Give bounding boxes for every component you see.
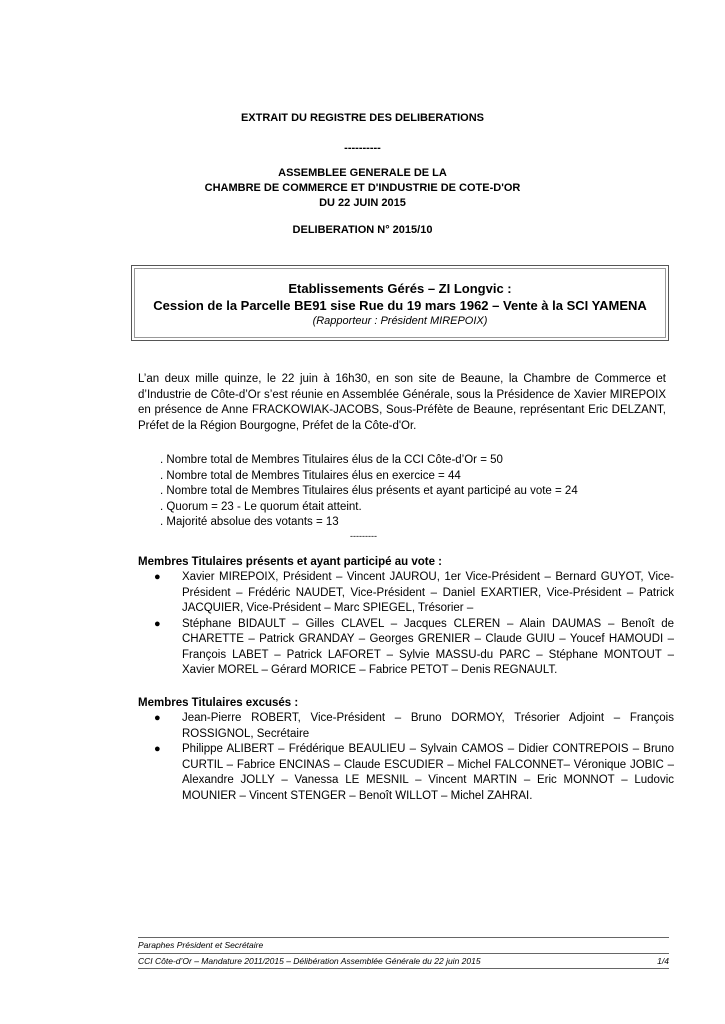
stat-line: . Nombre total de Membres Titulaires élus de la CCI Côte-d’Or = 50 bbox=[160, 454, 503, 466]
register-title: EXTRAIT DU REGISTRE DES DELIBERATIONS bbox=[240, 112, 485, 124]
subject-box bbox=[131, 265, 669, 341]
present-list bbox=[138, 570, 674, 679]
stat-line: . Quorum = 23 - Le quorum était atteint. bbox=[160, 500, 362, 513]
list-item bbox=[138, 742, 674, 804]
bullet-icon: ● bbox=[154, 571, 161, 583]
stat-line: . Majorité absolue des votants = 13 bbox=[160, 516, 339, 528]
list-item bbox=[138, 617, 674, 679]
list-item bbox=[138, 570, 674, 617]
list-item-text: Stéphane BIDAULT – Gilles CLAVEL – Jacques CLEREN – Alain DAUMAS – Benoît de CHARETTE – Patrick GRANDAY – Georges GRENIER – Claude GUIU – Youcef HAMOUDI – François LABET – Patrick LAFORET – Sylvie MASSU-du PARC – Stéphane MONTOUT – Xavier MOREL – Gérard MORICE – Fabrice PETOT – Denis REGNAULT. bbox=[182, 617, 674, 676]
page-number: 1/4 bbox=[657, 956, 669, 966]
footer-reference: CCI Côte-d’Or – Mandature 2011/2015 – Délibération Assemblée Générale du 22 juin 2015 bbox=[138, 956, 481, 966]
assembly-line-1: ASSEMBLEE GENERALE DE LA bbox=[278, 167, 447, 179]
present-heading: Membres Titulaires présents et ayant participé au vote : bbox=[138, 556, 443, 568]
stat-line: . Nombre total de Membres Titulaires élus en exercice = 44 bbox=[160, 469, 461, 482]
bullet-icon: ● bbox=[154, 712, 161, 724]
footer-initials: Paraphes Président et Secrétaire bbox=[138, 940, 264, 950]
stat-line: . Nombre total de Membres Titulaires élus présents et ayant participé au vote = 24 bbox=[160, 485, 578, 497]
separator: --------- bbox=[350, 531, 377, 541]
assembly-line-2: CHAMBRE DE COMMERCE ET D'INDUSTRIE DE COTE-D'OR bbox=[204, 182, 521, 194]
subject-line-1: Etablissements Gérés – ZI Longvic : bbox=[288, 281, 512, 296]
footer-reference-row bbox=[138, 956, 669, 966]
vote-statistics bbox=[160, 453, 640, 531]
bullet-icon: ● bbox=[154, 743, 161, 755]
header-dashes: ---------- bbox=[344, 142, 381, 154]
footer-divider bbox=[138, 937, 669, 938]
subject-line-2: Cession de la Parcelle BE91 sise Rue du 19 mars 1962 – Vente à la SCI YAMENA bbox=[153, 298, 647, 313]
footer-divider bbox=[138, 968, 669, 969]
intro-paragraph: L’an deux mille quinze, le 22 juin à 16h30, en son site de Beaune, la Chambre de Commerce et d’Industrie de Côte-d’Or s’est réunie en Assemblée Générale, sous la Présidence de Xavier MIREPOIX en présence de Anne FRACKOWIAK-JACOBS, Sous-Préfète de Beaune, représentant Eric DELZANT, Préfet de la Région Bourgogne, Préfet de la Côte-d'Or. bbox=[138, 373, 666, 432]
list-item-text: Philippe ALIBERT – Frédérique BEAULIEU – Sylvain CAMOS – Didier CONTREPOIS – Bruno CURTIL – Fabrice ENCINAS – Claude ESCUDIER – Michel FALCONNET– Véronique JOBIC – Alexandre JOLLY – Vanessa LE MESNIL – Vincent MARTIN – Eric MONNOT – Ludovic MOUNIER – Vincent STENGER – Benoît WILLOT – Michel ZAHRAI. bbox=[182, 743, 674, 802]
list-item-text: Xavier MIREPOIX, Président – Vincent JAUROU, 1er Vice-Président – Bernard GUYOT, Vice-Président – Frédéric NAUDET, Vice-Président – Daniel EXARTIER, Vice-Président – Patrick JACQUIER, Vice-Président – Marc SPIEGEL, Trésorier – bbox=[182, 571, 674, 614]
assembly-date: DU 22 JUIN 2015 bbox=[319, 197, 406, 209]
list-item-text: Jean-Pierre ROBERT, Vice-Président – Bruno DORMOY, Trésorier Adjoint – François ROSSIGNOL, Secrétaire bbox=[182, 712, 674, 740]
rapporteur: (Rapporteur : Président MIREPOIX) bbox=[312, 315, 488, 327]
deliberation-number: DELIBERATION N° 2015/10 bbox=[292, 224, 433, 236]
excused-list bbox=[138, 711, 674, 804]
excused-heading: Membres Titulaires excusés : bbox=[138, 697, 299, 709]
footer-divider bbox=[138, 953, 669, 954]
bullet-icon: ● bbox=[154, 617, 161, 630]
list-item bbox=[138, 711, 674, 742]
